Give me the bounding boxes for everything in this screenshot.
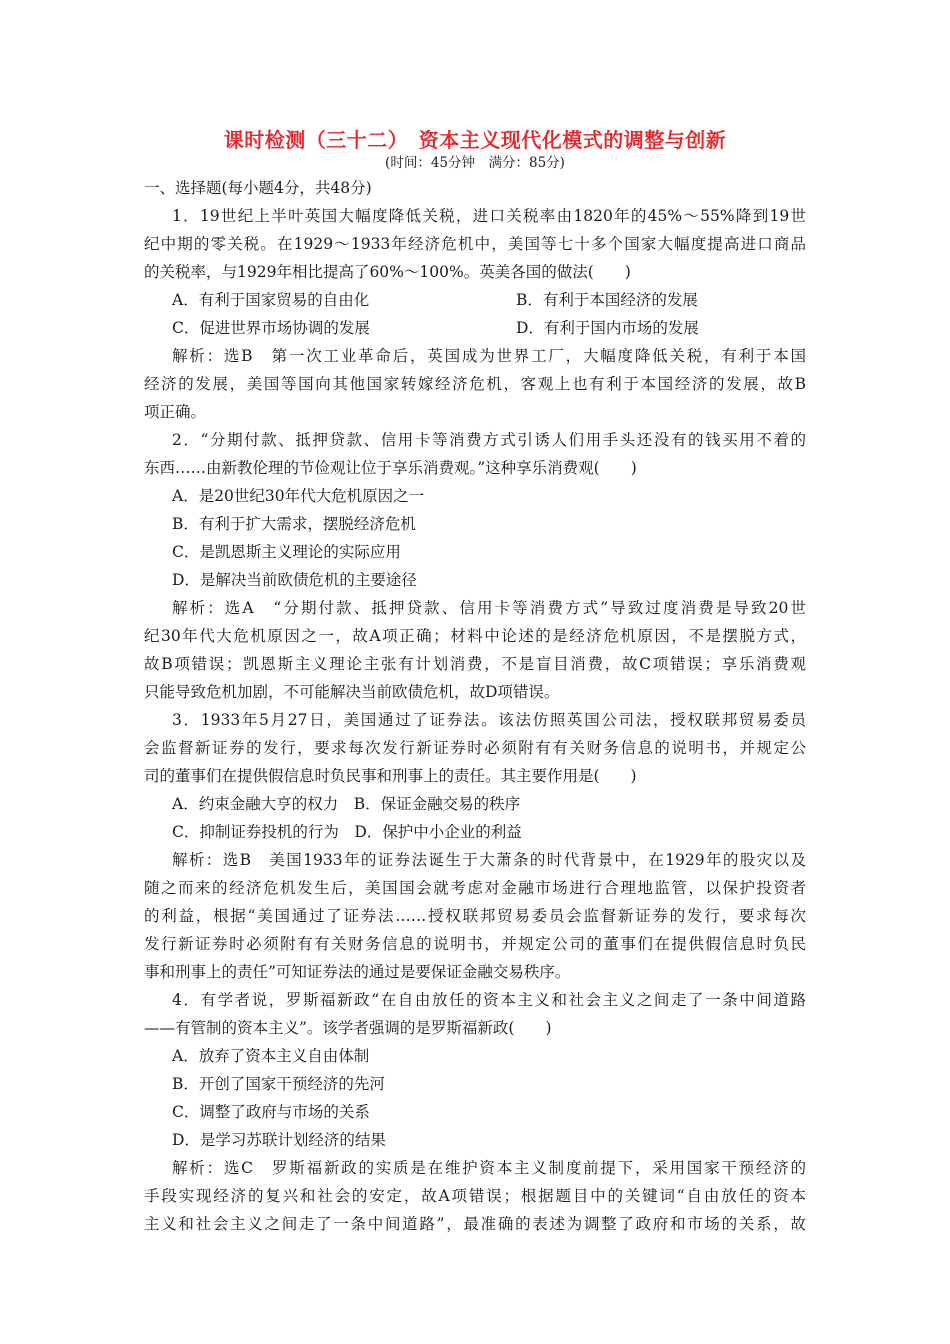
q3-stem-line: 3．1933年5月27日，美国通过了证券法。该法仿照英国公司法，授权联邦贸易委员 xyxy=(172,711,806,729)
q1-analysis-line: 解析：选B 第一次工业革命后，英国成为世界工厂，大幅度降低关税，有利于本国 xyxy=(172,347,806,365)
q2-analysis-line: 纪30年代大危机原因之一，故A项正确；材料中论述的是经济危机原因，不是摆脱方式， xyxy=(144,627,806,645)
q1-option-b: B．有利于本国经济的发展 xyxy=(516,291,698,309)
q4-analysis-line: 手段实现经济的复兴和社会的安定，故A项错误；根据题目中的关键词“自由放任的资本 xyxy=(144,1187,806,1205)
q3-stem-line: 司的董事们在提供假信息时负民事和刑事上的责任。其主要作用是( ) xyxy=(144,767,637,785)
q2-option-c: C．是凯恩斯主义理论的实际应用 xyxy=(172,543,401,561)
q1-stem-line: 纪中期的零关税。在1929～1933年经济危机中，美国等七十多个国家大幅度提高进口商品 xyxy=(144,235,806,253)
q3-options-cd: C．抑制证券投机的行为 D．保护中小企业的利益 xyxy=(172,823,522,841)
q4-stem-line: ——有管制的资本主义”。该学者强调的是罗斯福新政( ) xyxy=(144,1019,552,1037)
q2-analysis-line: 解析：选A “分期付款、抵押贷款、信用卡等消费方式”导致过度消费是导致20世 xyxy=(172,599,806,617)
q1-analysis-line: 经济的发展，美国等国向其他国家转嫁经济危机，客观上也有利于本国经济的发展，故B xyxy=(144,375,806,393)
q4-analysis-line: 解析：选C 罗斯福新政的实质是在维护资本主义制度前提下，采用国家干预经济的 xyxy=(172,1159,806,1177)
q3-analysis-line: 发行新证券时必须附有有关财务信息的说明书，并规定公司的董事们在提供假信息时负民 xyxy=(144,935,806,953)
q3-analysis-line: 事和刑事上的责任”可知证券法的通过是要保证金融交易秩序。 xyxy=(144,963,571,981)
q1-stem-line: 的关税率，与1929年相比提高了60%～100%。英美各国的做法( ) xyxy=(144,263,631,281)
q4-analysis-line: 主义和社会主义之间走了一条中间道路”，最准确的表述为调整了政府和市场的关系，故 xyxy=(144,1215,806,1233)
q3-analysis-line: 的利益，根据“美国通过了证券法……授权联邦贸易委员会监督新证券的发行，要求每次 xyxy=(144,907,806,925)
q4-option-b: B．开创了国家干预经济的先河 xyxy=(172,1075,385,1093)
q4-option-d: D．是学习苏联计划经济的结果 xyxy=(172,1131,386,1149)
q1-option-a: A．有利于国家贸易的自由化 xyxy=(172,291,370,309)
q3-analysis-line: 随之而来的经济危机发生后，美国国会就考虑对金融市场进行合理地监管，以保护投资者 xyxy=(144,879,806,897)
q1-analysis-line: 项正确。 xyxy=(144,403,207,421)
q4-option-c: C．调整了政府与市场的关系 xyxy=(172,1103,370,1121)
q3-options-ab: A．约束金融大亨的权力 B．保证金融交易的秩序 xyxy=(172,795,521,813)
page-title: 课时检测（三十二） 资本主义现代化模式的调整与创新 xyxy=(223,128,727,152)
q2-analysis-line: 故B项错误；凯恩斯主义理论主张有计划消费，不是盲目消费，故C项错误；享乐消费观 xyxy=(144,655,806,673)
q2-stem-line: 东西……由新教伦理的节俭观让位于享乐消费观。”这种享乐消费观( ) xyxy=(144,459,637,477)
q2-analysis-line: 只能导致危机加剧，不可能解决当前欧债危机，故D项错误。 xyxy=(144,683,560,701)
section-heading: 一、选择题(每小题4分，共48分) xyxy=(144,179,372,197)
q1-stem-line: 1．19世纪上半叶英国大幅度降低关税，进口关税率由1820年的45%～55%降到19世 xyxy=(172,207,806,225)
q4-stem-line: 4．有学者说，罗斯福新政“在自由放任的资本主义和社会主义之间走了一条中间道路 xyxy=(172,991,806,1009)
q2-option-d: D．是解决当前欧债危机的主要途径 xyxy=(172,571,417,589)
q2-option-b: B．有利于扩大需求，摆脱经济危机 xyxy=(172,515,416,533)
q2-option-a: A．是20世纪30年代大危机原因之一 xyxy=(172,487,425,505)
q3-analysis-line: 解析：选B 美国1933年的证券法诞生于大萧条的时代背景中，在1929年的股灾以及 xyxy=(172,851,806,869)
q1-option-d: D．有利于国内市场的发展 xyxy=(516,319,699,337)
q4-option-a: A．放弃了资本主义自由体制 xyxy=(172,1047,370,1065)
q2-stem-line: 2．“分期付款、抵押贷款、信用卡等消费方式引诱人们用手头还没有的钱买用不着的 xyxy=(172,431,806,449)
q1-option-c: C．促进世界市场协调的发展 xyxy=(172,319,370,337)
q3-stem-line: 会监督新证券的发行，要求每次发行新证券时必须附有有关财务信息的说明书，并规定公 xyxy=(144,739,806,757)
page-subtitle: (时间：45分钟 满分：85分) xyxy=(385,155,565,171)
